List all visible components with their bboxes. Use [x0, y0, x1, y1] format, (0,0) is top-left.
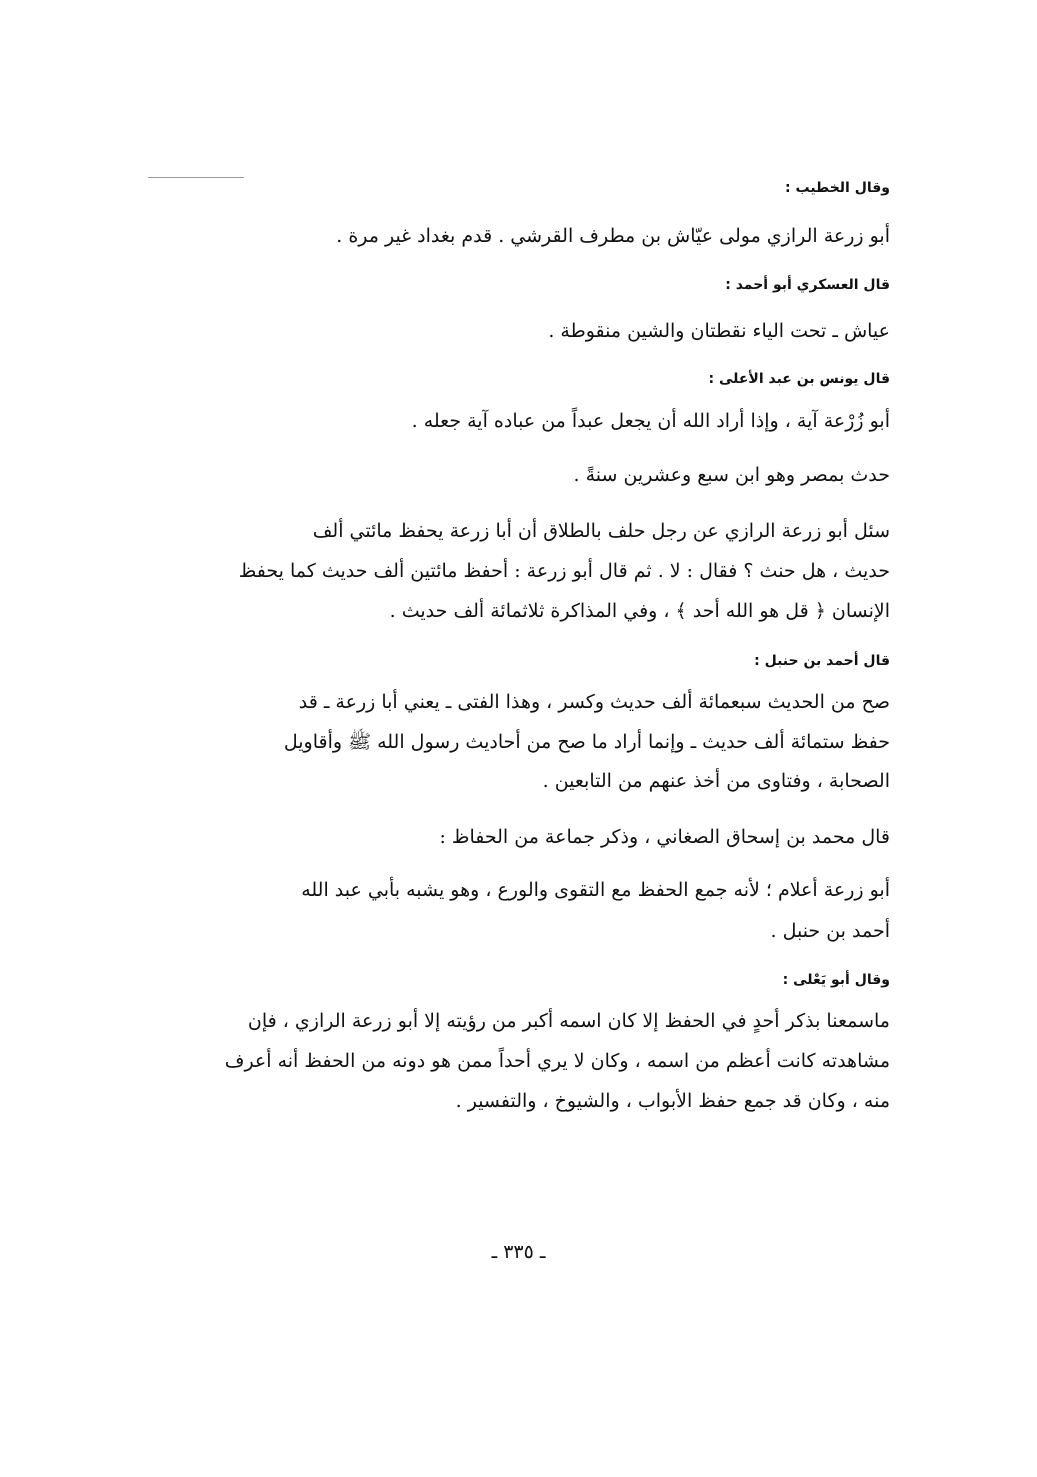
paragraph-ahmad-line-3: الصحابة ، وفتاوى من أخذ عنهم من التابعين . [542, 770, 890, 792]
paragraph-question-line-1: سئل أبو زرعة الرازي عن رجل حلف بالطلاق أن أبا زرعة يحفظ مائتي ألف [312, 520, 890, 542]
paragraph-askari: عياش ـ تحت الياء نقطتان والشين منقوطة . [548, 320, 890, 342]
paragraph-abu-yala-line-2: مشاهدته كانت أعظم من اسمه ، وكان لا يري أحداً ممن هو دونه من الحفظ أنه أعرف [224, 1050, 890, 1072]
paragraph-yunus: أبو زُرْعة آية ، وإذا أراد الله أن يجعل عبداً من عباده آية جعله . [411, 410, 890, 432]
paragraph-abu-yala-line-3: منه ، وكان قد جمع حفظ الأبواب ، والشيوخ ، والتفسير . [455, 1090, 890, 1112]
paragraph-khatib: أبو زرعة الرازي مولى عيّاش بن مطرف القرشي . قدم بغداد غير مرة . [336, 225, 890, 247]
heading-ahmad: قال أحمد بن حنبل : [754, 653, 890, 669]
heading-askari: قال العسكري أبو أحمد : [725, 277, 890, 293]
paragraph-question-line-2: حديث ، هل حنث ؟ فقال : لا . ثم قال أبو زرعة : أحفظ مائتين ألف حديث كما يحفظ [238, 560, 890, 582]
page-number: ـ ٣٣٥ ـ [491, 1241, 546, 1263]
heading-yunus: قال يونس بن عبد الأعلى : [708, 371, 890, 387]
paragraph-abu-yala-line-1: ماسمعنا بذكر أحدٍ في الحفظ إلا كان اسمه أكبر من رؤيته إلا أبو زرعة الرازي ، فإن [247, 1010, 890, 1032]
paragraph-ahmad-line-1: صح من الحديث سبعمائة ألف حديث وكسر ، وهذا الفتى ـ يعني أبا زرعة ـ قد [298, 691, 890, 713]
paragraph-question-line-3: الإنسان ﴿ قل هو الله أحد ﴾ ، وفي المذاكرة ثلاثمائة ألف حديث . [389, 600, 890, 622]
paragraph-alam-line-2: أحمد بن حنبل . [770, 920, 890, 942]
paragraph-ahmad-line-2: حفظ ستمائة ألف حديث ـ وإنما أراد ما صح من أحاديث رسول الله ﷺ وأقاويل [283, 731, 890, 753]
paragraph-saghani: قال محمد بن إسحاق الصغاني ، وذكر جماعة من الحفاظ : [439, 826, 890, 848]
paragraph-alam-line-1: أبو زرعة أعلام ؛ لأنه جمع الحفظ مع التقوى والورع ، وهو يشبه بأبي عبد الله [301, 879, 890, 901]
heading-abu-yala: وقال أبو يَعْلى : [782, 972, 890, 988]
paragraph-egypt: حدث بمصر وهو ابن سبع وعشرين سنةً . [573, 464, 890, 486]
heading-khatib: وقال الخطيب : [785, 180, 890, 196]
